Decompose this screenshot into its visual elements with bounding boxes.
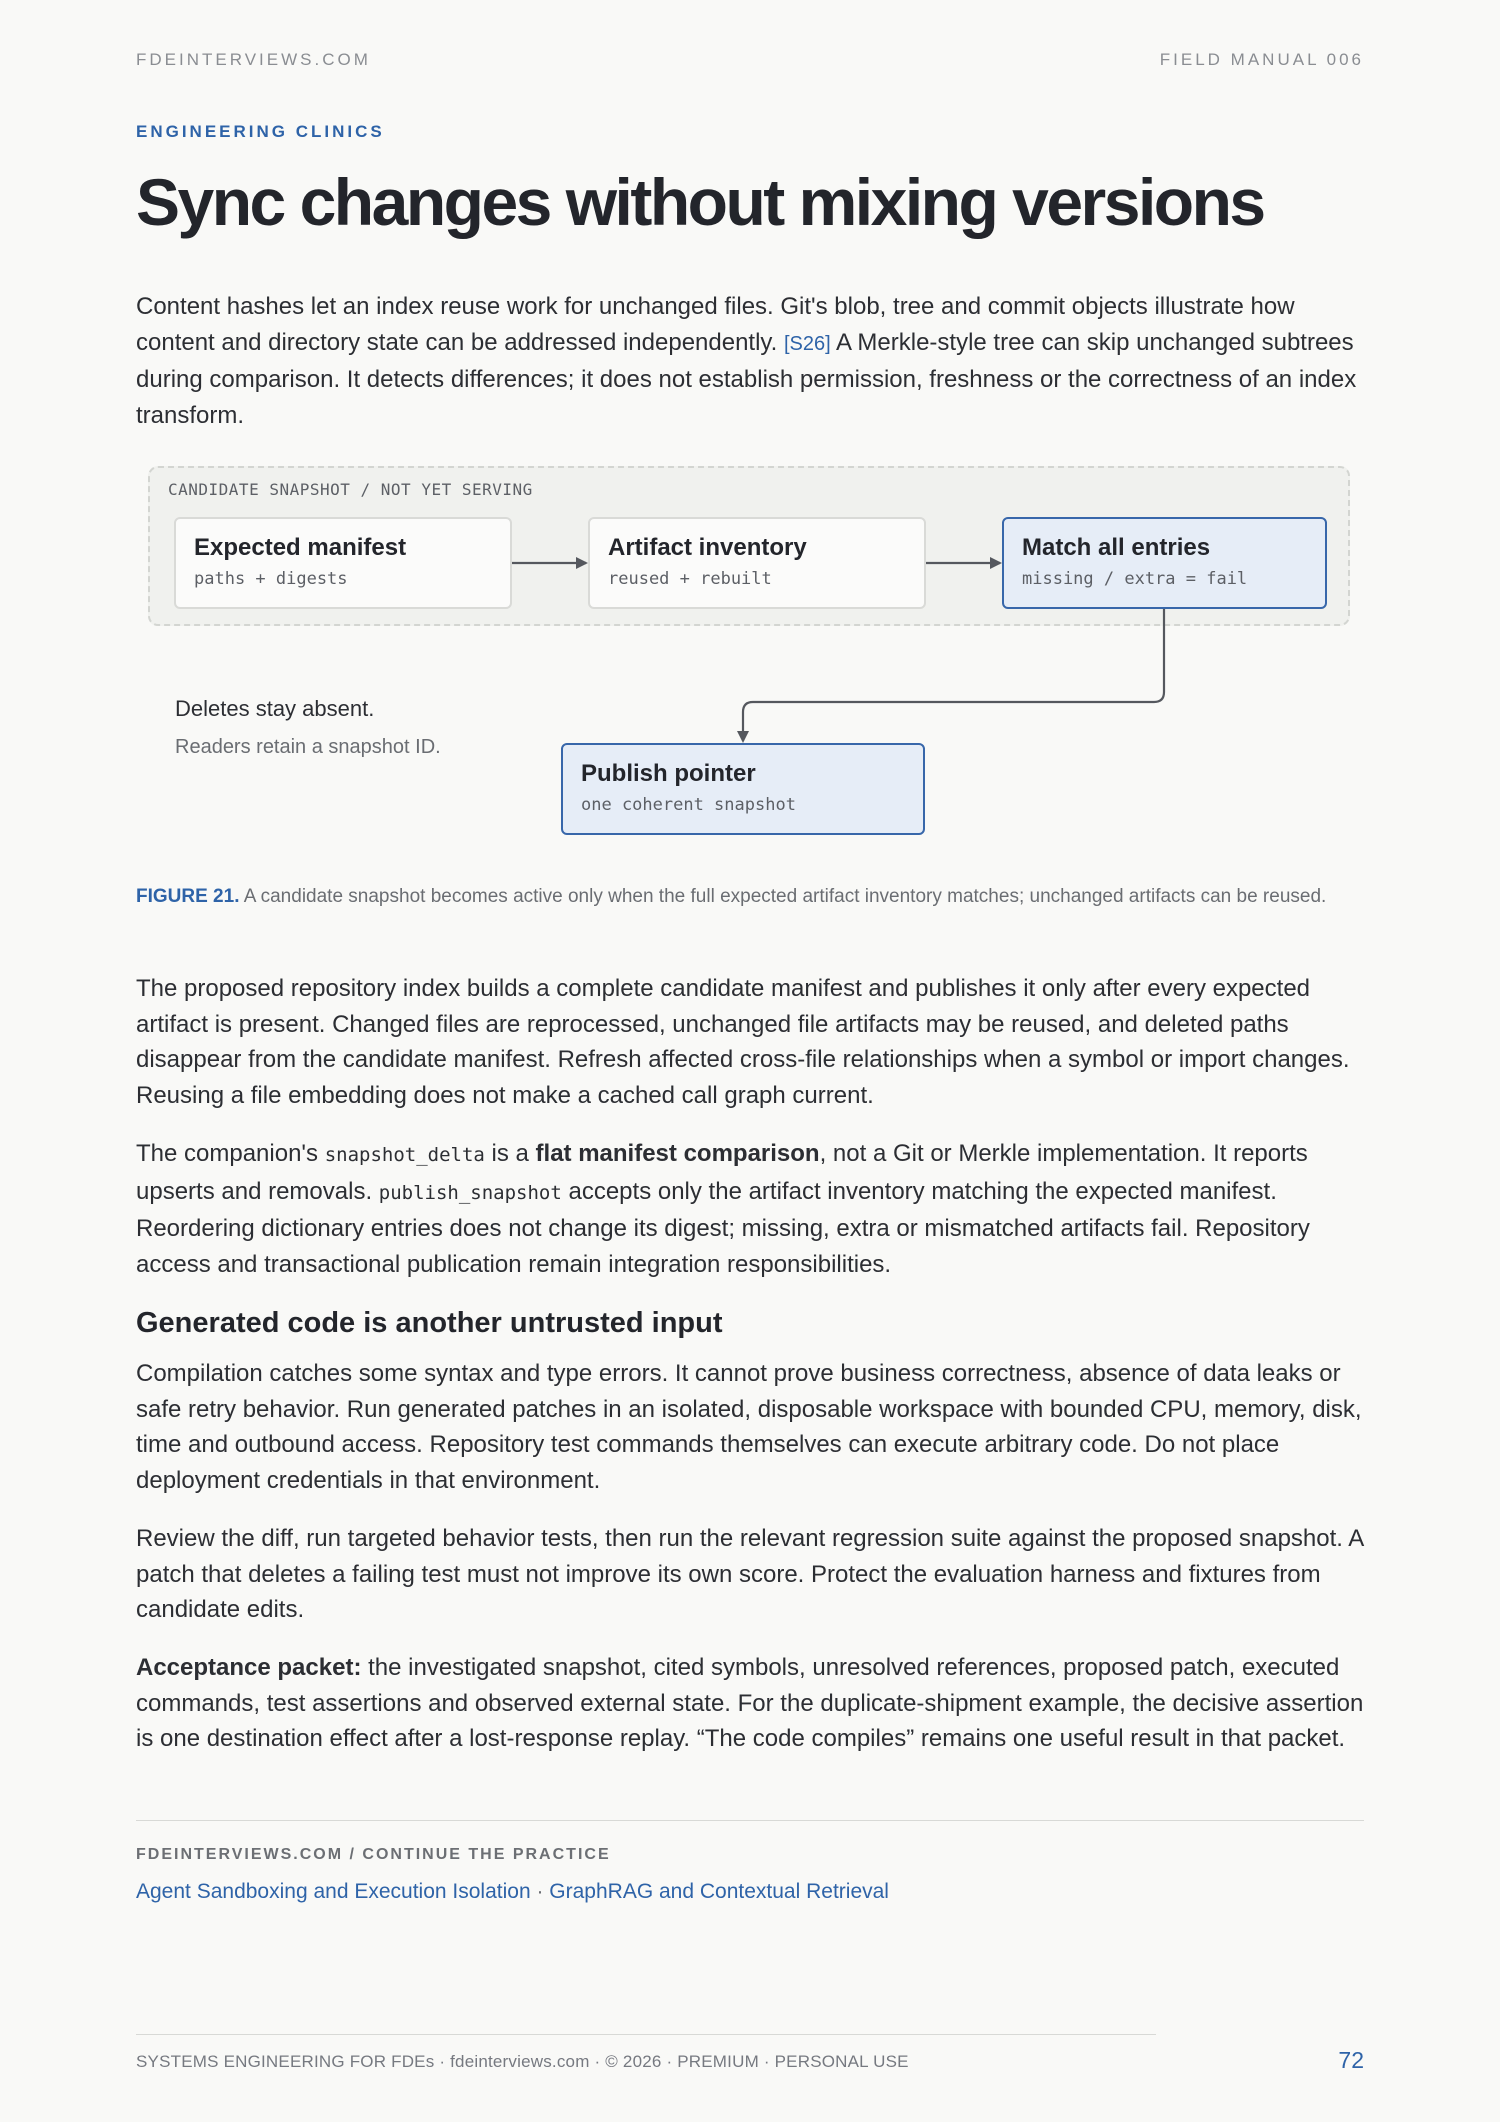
node-title: Publish pointer [581,760,756,787]
link-agent-sandboxing[interactable]: Agent Sandboxing and Execution Isolation [136,1880,531,1903]
paragraph-acceptance [136,1650,1364,1757]
snapshot-diagram [136,460,1364,850]
node-title: Match all entries [1022,534,1211,561]
code-snapshot-delta: snapshot_delta [324,1144,485,1166]
section-kicker: ENGINEERING CLINICS [136,122,385,141]
link-separator: · [530,1880,550,1903]
node-subtitle: reused + rebuilt [608,569,772,589]
text: is a [484,1140,536,1167]
intro-text-b: A Merkle-style tree can skip unchanged subtrees during comparison. It detects differences; it does not establish permission, freshness or the correctness of an index transform. [136,328,1357,429]
page [136,0,1364,2122]
site-name: FDEINTERVIEWS.COM [136,50,371,69]
figure-caption [136,882,1364,911]
text: the investigated snapshot, cited symbols, unresolved references, proposed patch, executed commands, test assertions and observed external state. For the duplicate-shipment example, the decisive assertion is one destination effect after a lost-response replay. “The code compiles” remains one useful result in that packet. [136,1654,1364,1752]
node-subtitle: paths + digests [194,569,348,589]
section-heading: Generated code is another untrusted input [136,1307,723,1339]
paragraph-compilation: Compilation catches some syntax and type errors. It cannot prove business correctness, absence of data leaks or safe retry behavior. Run generated patches in an isolated, disposable workspace with bounded CPU, memory, disk, time and outbound access. Repository test commands themselves can execute arbitrary code. Do not place deployment credentials in that environment. [136,1360,1362,1494]
node-subtitle: one coherent snapshot [581,795,796,815]
page-title: Sync changes without mixing versions [136,165,1264,239]
node-title: Expected manifest [194,534,407,561]
arrow-match-to-publish [743,609,1164,741]
divider [136,1820,1364,1821]
continue-label: FDEINTERVIEWS.COM / CONTINUE THE PRACTICE [136,1846,611,1863]
continue-links [136,1880,889,1904]
page-number: 72 [1338,2047,1364,2073]
paragraph-manifest: The proposed repository index builds a complete candidate manifest and publishes it only after every expected artifact is present. Changed files are reprocessed, unchanged file artifacts may be reused, and deleted paths disappear from the candidate manifest. Refresh affected cross-file relationships when a symbol or import changes. Reusing a file embedding does not make a cached call graph current. [136,975,1350,1109]
note-readers: Readers retain a snapshot ID. [175,736,441,758]
zone-label: CANDIDATE SNAPSHOT / NOT YET SERVING [168,480,533,499]
node-subtitle: missing / extra = fail [1022,569,1248,589]
running-header [136,50,1364,74]
diagram-arrows [136,460,1364,850]
text: The companion's [136,1140,325,1167]
text: , not a Git or Merkle implementation. It reports upserts and removals. [136,1140,1308,1205]
text: accepts only the artifact inventory matching the expected manifest. Reordering dictionary entries does not change its digest; missing, extra or mismatched artifacts fail. Repository access and transactional publication remain integration responsibilities. [136,1177,1310,1278]
bold-flat-manifest: flat manifest comparison [535,1140,820,1167]
intro-text-a: Content hashes let an index reuse work for unchanged files. Git's blob, tree and commit objects illustrate how content and directory state can be addressed independently. [136,293,1295,356]
link-graphrag[interactable]: GraphRAG and Contextual Retrieval [549,1880,889,1903]
figure-text: A candidate snapshot becomes active only when the full expected artifact inventory matches; unchanged artifacts can be reused. [239,886,1327,907]
footer-text: SYSTEMS ENGINEERING FOR FDEs · fdeinterviews.com · © 2026 · PREMIUM · PERSONAL USE [136,2052,909,2071]
footer-divider [136,2034,1156,2035]
paragraph-review: Review the diff, run targeted behavior tests, then run the relevant regression suite against the proposed snapshot. A patch that deletes a failing test must not improve its own score. Protect the evaluation harness and fixtures from candidate edits. [136,1525,1363,1623]
paragraph-snapshot-delta [136,1136,1364,1282]
node-title: Artifact inventory [608,534,807,561]
intro-paragraph [136,289,1364,433]
code-publish-snapshot: publish_snapshot [378,1181,562,1204]
note-deletes: Deletes stay absent. [175,696,375,721]
citation-link[interactable]: [S26] [784,332,831,355]
manual-label: FIELD MANUAL 006 [1159,50,1364,69]
figure-label: FIGURE 21. [136,886,240,907]
bold-acceptance-packet: Acceptance packet: [136,1654,362,1681]
